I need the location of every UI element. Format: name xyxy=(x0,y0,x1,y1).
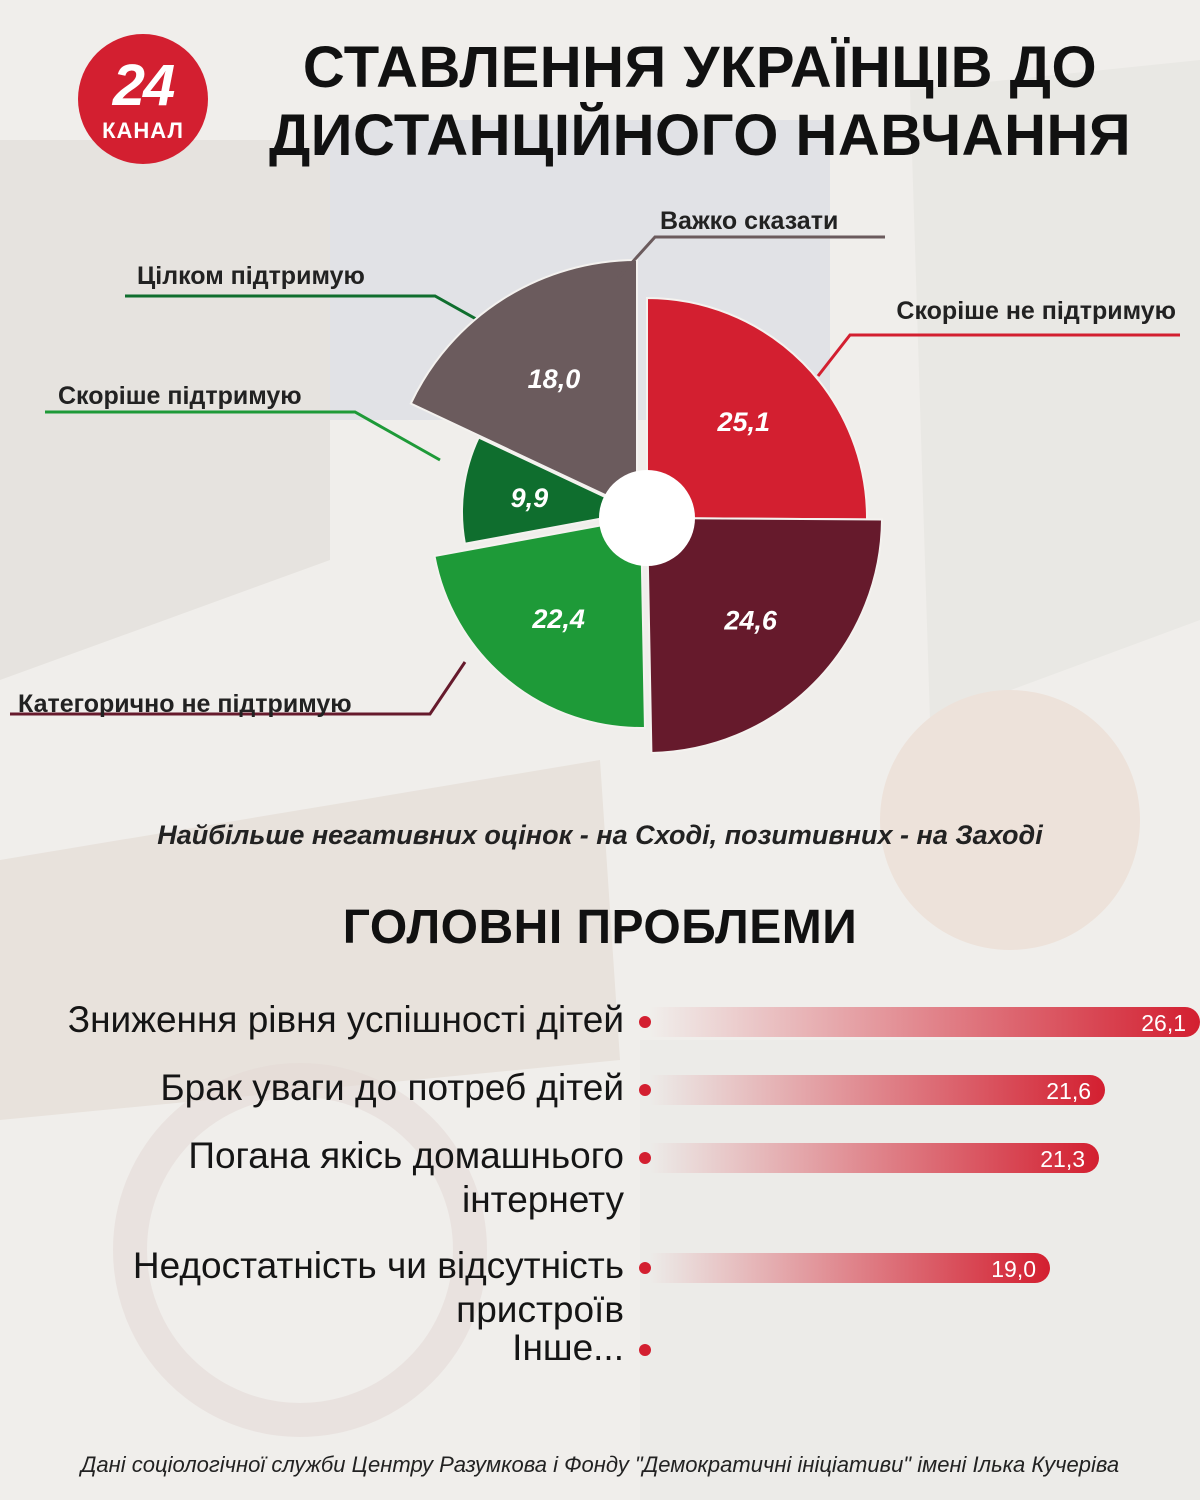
problem-label xyxy=(160,1066,624,1110)
pie-value-label: 18,0 xyxy=(527,364,581,395)
problem-value-label: 26,1 xyxy=(1141,1010,1186,1036)
problem-label-line: Інше... xyxy=(512,1327,624,1368)
problem-label-line: Недостатність чи відсутність xyxy=(132,1245,624,1286)
problem-value-label: 21,6 xyxy=(1046,1078,1091,1104)
pie-leader-line xyxy=(45,412,440,460)
problem-label-line: Брак уваги до потреб дітей xyxy=(160,1067,624,1108)
problem-bar xyxy=(650,1075,1105,1105)
problem-value-label: 21,3 xyxy=(1040,1146,1085,1172)
source-note: Дані соціологічної служби Центру Разумкова і Фонду "Демократичні ініціативи" імені Ілька Кучеріва xyxy=(80,1452,1120,1477)
pie-leader-line xyxy=(618,237,885,278)
problem-label xyxy=(133,1244,624,1332)
problem-label xyxy=(512,1326,624,1370)
problem-label-line: інтернету xyxy=(462,1179,624,1220)
pie-category-label: Важко сказати xyxy=(660,207,839,235)
page-title-line-2: ДИСТАНЦІЙНОГО НАВЧАННЯ xyxy=(268,103,1132,168)
problem-value-label: 19,0 xyxy=(991,1256,1036,1282)
logo-word: КАНАЛ xyxy=(102,118,184,143)
pie-category-label: Цілком підтримую xyxy=(137,262,365,290)
pie-value-label: 25,1 xyxy=(717,406,771,437)
chart-note: Найбільше негативних оцінок - на Сході, позитивних - на Заході xyxy=(157,820,1043,850)
problem-label-line: Погана якісь домашнього xyxy=(188,1135,624,1176)
pie-category-label: Скоріше підтримую xyxy=(58,382,302,410)
problems-title: ГОЛОВНІ ПРОБЛЕМИ xyxy=(342,901,858,954)
pie-value-label: 9,9 xyxy=(510,483,549,514)
logo-number: 24 xyxy=(112,53,174,118)
pie-slice xyxy=(647,518,882,753)
pie-chart xyxy=(0,180,1200,780)
problem-bar xyxy=(650,1253,1050,1283)
problem-label-line: Зниження рівня успішності дітей xyxy=(67,999,624,1040)
pie-value-label: 24,6 xyxy=(724,605,777,636)
pie-category-label: Скоріше не підтримую xyxy=(896,297,1176,325)
pie-leader-line xyxy=(818,335,1180,376)
pie-center-hole xyxy=(599,470,695,566)
page-title-line-1: СТАВЛЕННЯ УКРАЇНЦІВ ДО xyxy=(302,35,1098,100)
problem-label xyxy=(68,998,624,1042)
problem-bar xyxy=(650,1143,1099,1173)
pie-value-label: 22,4 xyxy=(532,603,585,634)
problem-label-line: пристроїв xyxy=(456,1289,624,1330)
bullet-dot xyxy=(639,1344,651,1356)
problem-bar xyxy=(650,1007,1200,1037)
brand-logo xyxy=(78,34,208,164)
pie-category-label: Категорично не підтримую xyxy=(18,690,352,718)
problem-label xyxy=(188,1134,624,1222)
pie-leader-line xyxy=(125,296,510,338)
